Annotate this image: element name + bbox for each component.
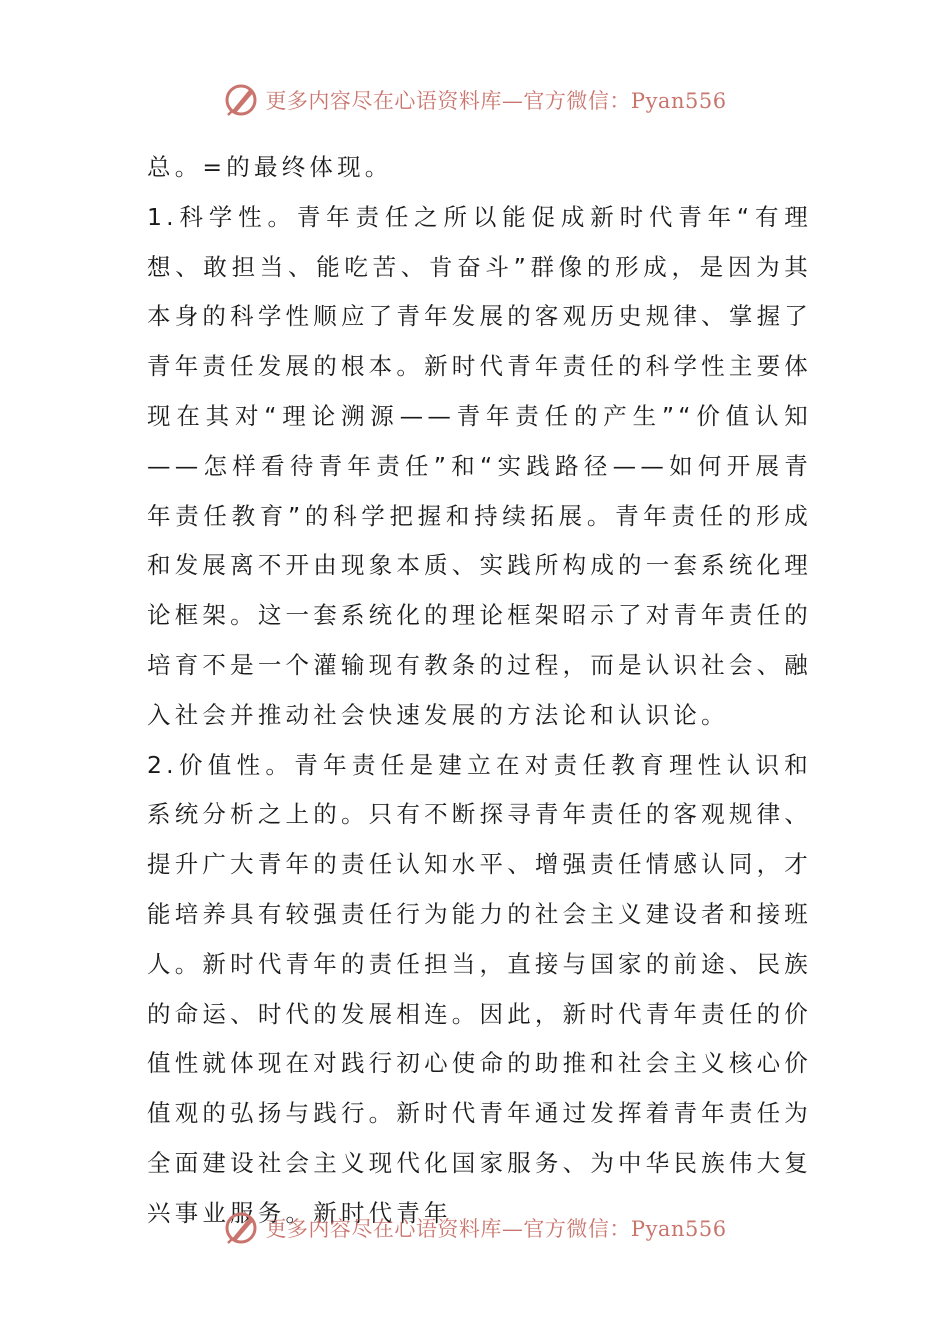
paragraph-intro: 总。=的最终体现。 [147,153,393,181]
paragraph-scientific: 1.科学性。青年责任之所以能促成新时代青年“有理想、敢担当、能吃苦、肯奋斗”群像的形成，是因为其本身的科学性顺应了青年发展的客观历史规律、掌握了青年责任发展的根本。新时代青年责任的科学性主要体现在其对“理论溯源——青年责任的产生”“价值认知——怎样看待青年责任”和“实践路径——如何开展青年责任教育”的科学把握和持续拓展。青年责任的形成和发展离不开由现象本质、实践所构成的一套系统化理论框架。这一套系统化的理论框架昭示了对青年责任的培育不是一个灌输现有教条的过程，而是认识社会、融入社会并推动社会快速发展的方法论和认识论。 [147,202,812,729]
document-body [147,143,812,1239]
pen-circle-icon [223,1210,259,1246]
pen-circle-icon [223,82,259,118]
header-banner [0,82,950,118]
paragraph-value: 2.价值性。青年责任是建立在对责任教育理性认识和系统分析之上的。只有不断探寻青年责任的客观规律、提升广大青年的责任认知水平、增强责任情感认同，才能培养具有较强责任行为能力的社会主义建设者和接班人。新时代青年的责任担当，直接与国家的前途、民族的命运、时代的发展相连。因此，新时代青年责任的价值性就体现在对践行初心使命的助推和社会主义核心价值观的弘扬与践行。新时代青年通过发挥着青年责任为全面建设社会主义现代化国家服务、为中华民族伟大复兴事业服务。新时代青年 [147,750,812,1227]
footer-banner-text: 更多内容尽在心语资料库—官方微信：Pyan556 [265,1217,727,1241]
header-banner-text: 更多内容尽在心语资料库—官方微信：Pyan556 [265,89,727,113]
footer-banner [0,1210,950,1246]
